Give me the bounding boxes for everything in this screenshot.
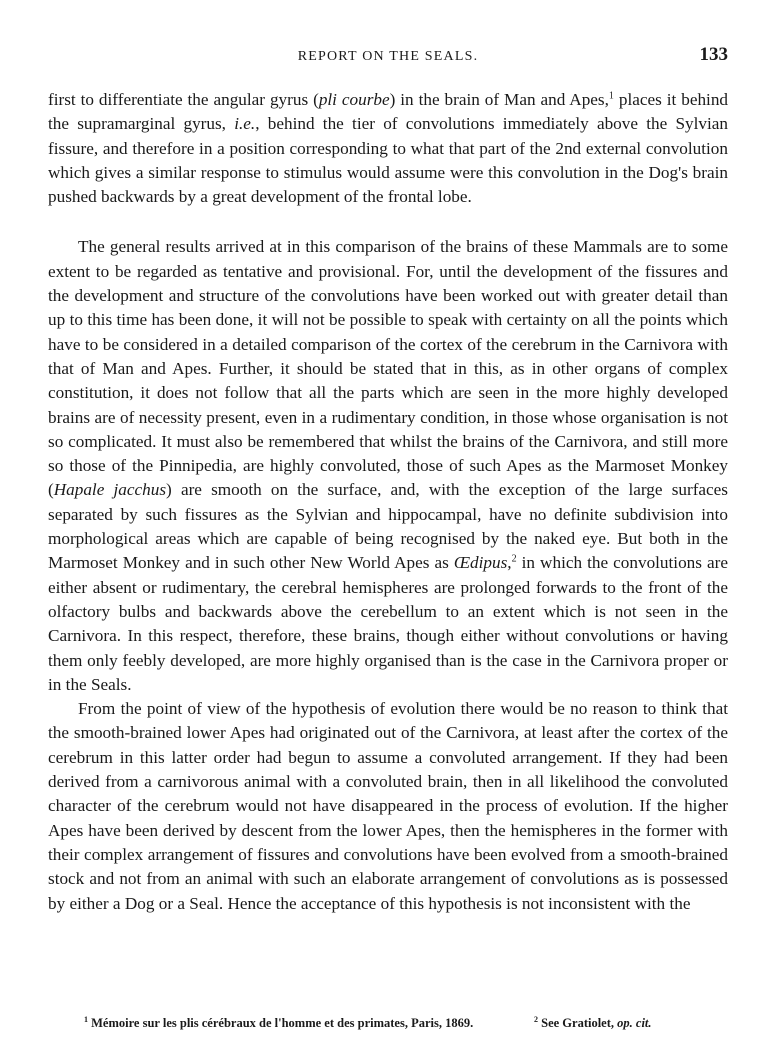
text-run: ) in the brain of Man and Apes, xyxy=(389,90,609,109)
paragraph-1 xyxy=(48,88,728,209)
footnotes xyxy=(84,1016,728,1036)
text-run: From the point of view of the hypothesis of evolution there would be no reason to think that the smooth-brained lower Apes had originated out of the Carnivora, at least after the cortex of the cerebrum in this latter order had begun to assume a convoluted arrangement. If they had been derived from a carnivorous animal with a convoluted brain, then in all likelihood the convoluted character of the cerebrum would not have disappeared in the process of evolution. If the higher Apes have been derived by descent from the lower Apes, then the hemispheres in the former with their complex arrangement of fissures and convolutions have been evolved from a smooth-brained stock and not from an animal with such an elaborate arrangement of convolutions as is possessed by either a Dog or a Seal. Hence the acceptance of this hypothesis is not inconsistent with the xyxy=(48,699,728,913)
italic-text: Hapale jacchus xyxy=(53,480,167,500)
footnote-marker: 2 xyxy=(534,1014,538,1024)
text-run: The general results arrived at in this comparison of the brains of these Mammals are to some extent to be regarded as tentative and provisional. For, until the development of the fissures and the development and structure of the convolutions have been worked out with greater detail than up to this time has been done, it will not be possible to speak with certainty on all the points which have to be considered in a detailed comparison of the cortex of the cerebrum in the Carnivora with that of Man and Apes. Further, it should be stated that in this, as in other organs of complex constitution, it does not follow that all the parts which are seen in the more highly developed brains are of necessity present, even in a rudimentary condition, in those whose organisation is not so complicated. It must also be remembered that whilst the brains of the Carnivora, and still more so those of the Pinnipedia, are highly convoluted, those of such Apes as the Marmoset Monkey ( xyxy=(48,237,728,500)
italic-text: op. cit. xyxy=(617,1016,652,1030)
running-title: REPORT ON THE SEALS. xyxy=(297,49,479,64)
footnote-1 xyxy=(84,1016,473,1031)
text-run: in which the convolutions are either absent or rudimentary, the cerebral hemispheres are prolonged forwards to the front of the olfactory bulbs and backwards above the cerebellum to an extent which is not seen in the Carnivora. In this respect, therefore, these brains, though either without convolutions or having them only feebly developed, are more highly organised than is the case in the Carnivora proper or in the Seals. xyxy=(48,553,728,694)
text-run: Mémoire sur les plis cérébraux de l'homme et des primates, Paris, 1869. xyxy=(88,1016,474,1030)
text-run: first to differentiate the angular gyrus ( xyxy=(48,90,319,109)
footnote-marker: 1 xyxy=(608,90,614,102)
italic-text: i.e. xyxy=(234,114,256,134)
italic-text: Œdipus xyxy=(453,553,508,573)
italic-text: pli courbe xyxy=(318,90,390,109)
text-run: See Gratiolet, xyxy=(538,1016,618,1030)
footnote-marker: 2 xyxy=(511,553,517,565)
footnote-marker: 1 xyxy=(84,1014,88,1024)
text-run: places it behind the supramarginal gyrus, xyxy=(48,90,729,134)
text-run: , behind the tier of convolutions immediately above the Sylvian fissure, and therefore in a position corresponding to what that part of the 2nd external convolution which gives a similar response to stimulus would assume were this convolution in the Dog's brain pushed backwards by a great development of the frontal lobe. xyxy=(48,114,728,207)
text-run: ) are smooth on the surface, and, with the exception of the large surfaces separated by such fissures as the Sylvian and hippocampal, have no definite subdivision into morphological areas which are capable of being recognised by the naked eye. But both in the Marmoset Monkey and in such other New World Apes as xyxy=(48,480,728,573)
paragraph-3 xyxy=(48,697,728,916)
paragraph-2 xyxy=(48,235,728,697)
page-header xyxy=(48,44,728,72)
page-number: 133 xyxy=(699,44,728,65)
footnote-2 xyxy=(534,1016,652,1031)
text-run: , xyxy=(507,553,512,573)
body-text xyxy=(48,88,728,916)
